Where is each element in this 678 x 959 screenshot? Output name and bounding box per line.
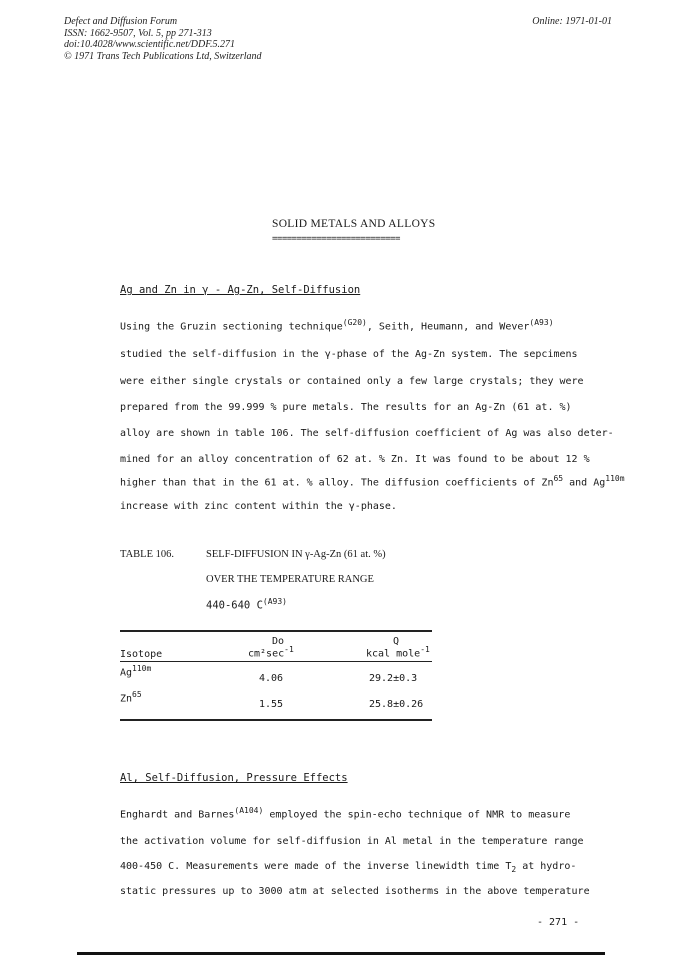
reference-a93[interactable]: (A93): [529, 318, 554, 327]
bottom-rule: [77, 952, 605, 955]
isotope-cell: $Ag^{110m}$: [120, 664, 152, 679]
copyright-line: © 1971 Trans Tech Publications Ltd, Switzerland: [64, 50, 262, 62]
col-header-q: Q: [393, 636, 400, 647]
journal-name: Defect and Diffusion Forum: [64, 16, 178, 27]
text-line: increase with zinc content within the γ-phase.: [120, 501, 397, 512]
subsection-heading-ag-zn: Ag and Zn in γ - Ag-Zn, Self-Diffusion: [120, 284, 361, 296]
section-title: SOLID METALS AND ALLOYS: [272, 218, 436, 230]
subsection-heading-al: Al, Self-Diffusion, Pressure Effects: [120, 772, 348, 784]
do-cell: 4.06: [259, 673, 284, 684]
reference-a104[interactable]: (A104): [234, 806, 264, 815]
table-bottom-rule: [120, 719, 432, 721]
journal-header: [64, 16, 262, 62]
text-line: were either single crystals or contained only a few large crystals; they were: [120, 376, 584, 387]
table-title-line-3: 440-640 $C^{(A93)}$: [206, 597, 287, 612]
page-number: - 271 -: [537, 917, 580, 928]
col-header-q-unit: kcal mole$^{-1}$: [366, 645, 430, 660]
online-date: Online: 1971-01-01: [532, 16, 612, 27]
text-line: Enghardt and Barnes$^{(A104)}$ employed the spin-echo technique of NMR to measure: [120, 806, 571, 821]
text-line: mined for an alloy concentration of 62 at. % Zn. It was found to be about 12 %: [120, 454, 590, 465]
issn-line: ISSN: 1662-9507, Vol. 5, pp 271-313: [64, 27, 212, 39]
text-line: static pressures up to 3000 atm at selected isotherms in the above temperature: [120, 886, 590, 897]
q-cell: 29.2±0.3: [369, 673, 418, 684]
do-cell: 1.55: [259, 699, 284, 710]
q-cell: 25.8±0.26: [369, 699, 424, 710]
text-line: the activation volume for self-diffusion in Al metal in the temperature range: [120, 836, 584, 847]
text-line: higher than that in the 61 at. % alloy. The diffusion coefficients of Zn$^{65}$ and $Ag^{110m}$: [120, 474, 625, 489]
text-line: alloy are shown in table 106. The self-diffusion coefficient of Ag was also deter-: [120, 428, 614, 439]
isotope-cell: Zn$^{65}$: [120, 690, 142, 705]
text-line: Using the Gruzin sectioning technique$^{(G20)}$, Seith, Heumann, and Wever$^{(A93)}$: [120, 318, 554, 333]
col-header-do-unit: $cm^2\sec^{-1}$: [248, 645, 294, 660]
table-title-line-1: SELF-DIFFUSION IN γ-Ag-Zn (61 at. %): [206, 549, 386, 560]
text-line: prepared from the 99.999 % pure metals. The results for an Ag-Zn (61 at. %): [120, 402, 572, 413]
table-top-rule: [120, 630, 432, 632]
table-header-rule: [120, 661, 432, 662]
text-line: studied the self-diffusion in the γ-phase of the Ag-Zn system. The sepcimens: [120, 349, 578, 360]
doi-link[interactable]: doi:10.4028/www.scientific.net/DDF.5.271: [64, 39, 236, 50]
table-title-line-2: OVER THE TEMPERATURE RANGE: [206, 574, 374, 585]
table-title: [120, 549, 386, 560]
col-header-isotope: Isotope: [120, 649, 163, 660]
text-line: 400-450 C. Measurements were made of the inverse linewidth time $T_2$ at hydro-: [120, 861, 577, 874]
reference-g20[interactable]: (G20): [342, 318, 367, 327]
reference-a93[interactable]: (A93): [262, 597, 287, 606]
col-header-do: Do: [272, 636, 285, 647]
section-title-rule: ==========================: [272, 234, 400, 244]
table-label: TABLE 106.: [120, 549, 174, 560]
